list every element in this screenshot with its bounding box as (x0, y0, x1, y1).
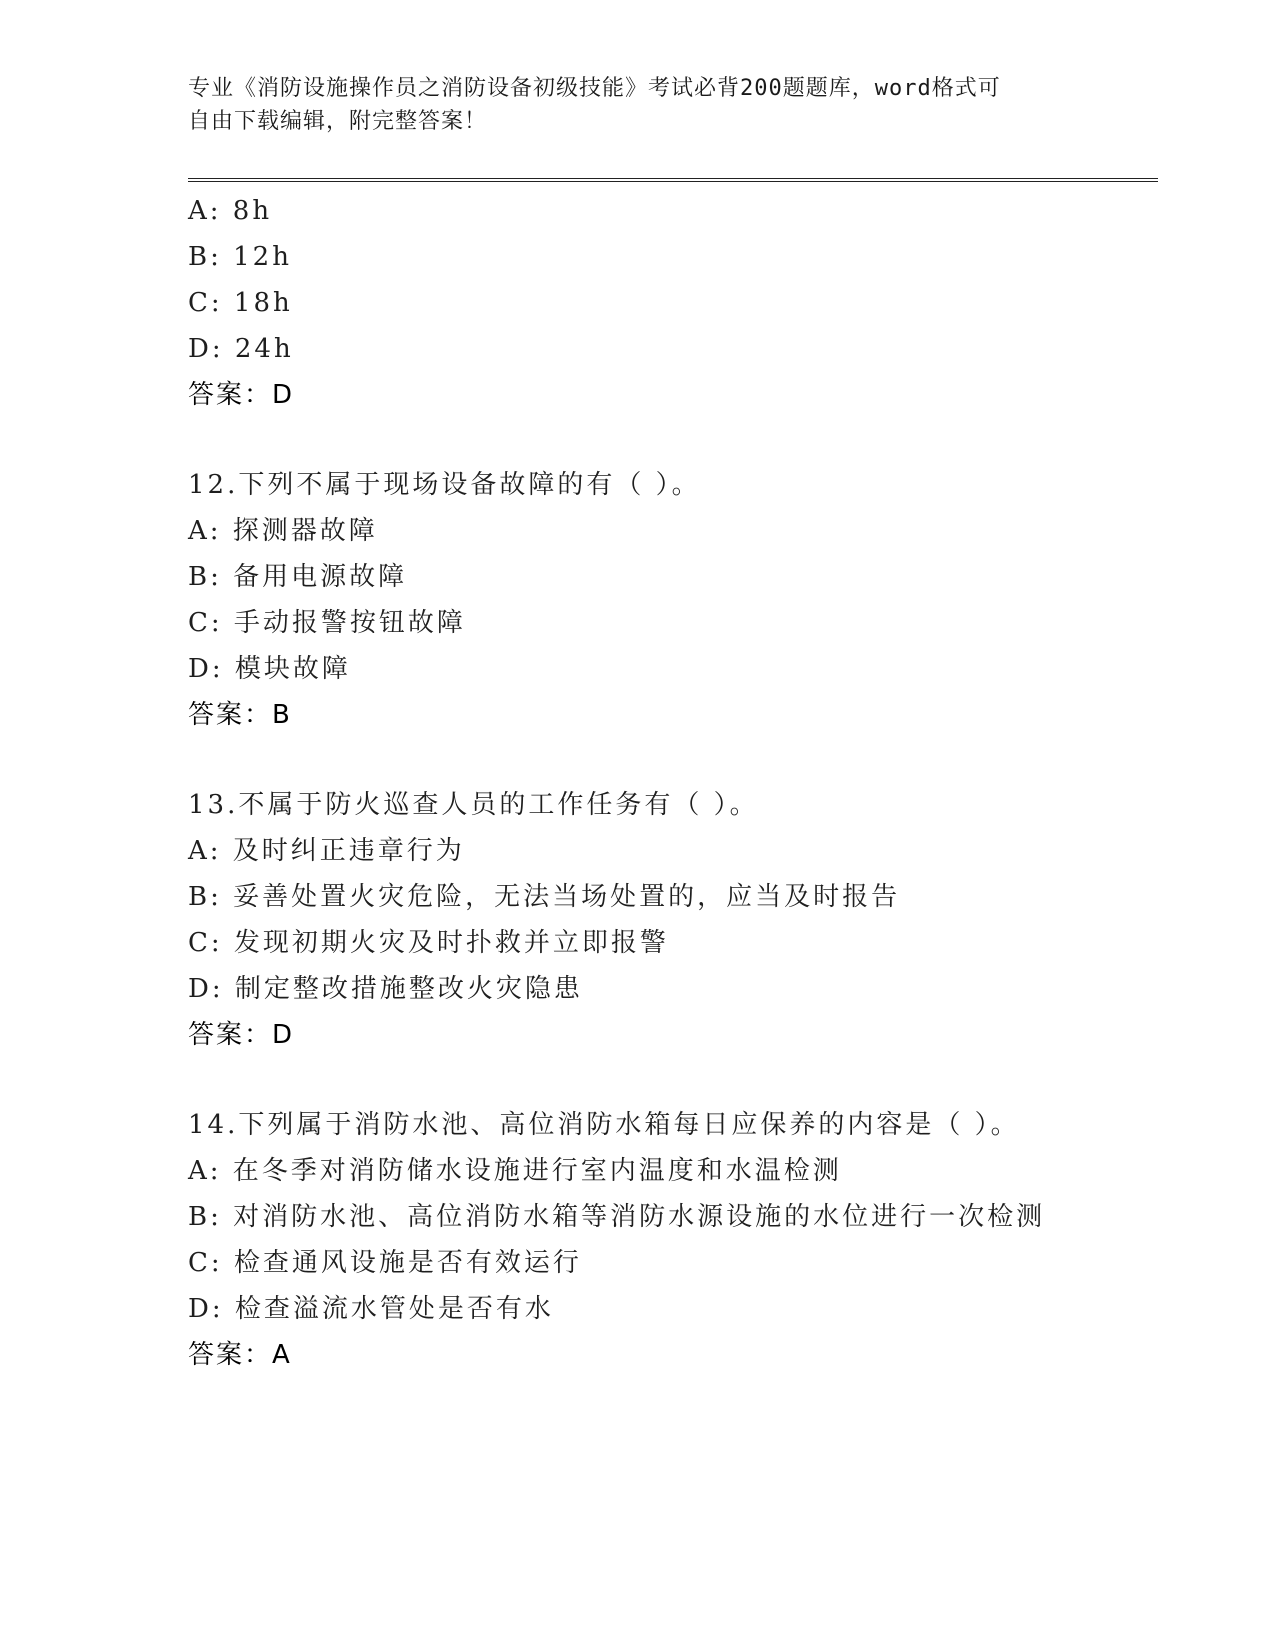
question-text: 14.下列属于消防水池、高位消防水箱每日应保养的内容是（ ）。 (188, 1110, 1020, 1140)
option-a: A: 8h (188, 196, 273, 226)
option-a: A: 探测器故障 (188, 516, 378, 546)
question-11 (188, 188, 1148, 418)
option-d: D: 制定整改措施整改火灾隐患 (188, 974, 583, 1004)
spacer (188, 738, 1148, 782)
question-list (188, 188, 1148, 1378)
spacer (188, 1058, 1148, 1102)
option-c: C: 手动报警按钮故障 (188, 608, 466, 638)
option-d: D: 24h (188, 334, 294, 364)
question-13 (188, 782, 1148, 1058)
option-d: D: 模块故障 (188, 654, 351, 684)
document-header (188, 72, 1068, 138)
option-c: C: 发现初期火灾及时扑救并立即报警 (188, 928, 669, 958)
option-b: B: 对消防水池、高位消防水箱等消防水源设施的水位进行一次检测 (188, 1202, 1046, 1232)
option-a: A: 及时纠正违章行为 (188, 836, 465, 866)
header-divider (188, 178, 1158, 182)
option-c: C: 18h (188, 288, 293, 318)
answer-line: 答案：D (188, 380, 295, 410)
option-a: A: 在冬季对消防储水设施进行室内温度和水温检测 (188, 1156, 842, 1186)
question-12 (188, 462, 1148, 738)
option-b: B: 妥善处置火灾危险，无法当场处置的，应当及时报告 (188, 882, 901, 912)
question-text: 13.不属于防火巡查人员的工作任务有（ ）。 (188, 790, 759, 820)
question-14 (188, 1102, 1148, 1378)
header-line-2: 自由下载编辑，附完整答案！ (188, 109, 488, 134)
answer-line: 答案：B (188, 700, 292, 730)
option-c: C: 检查通风设施是否有效运行 (188, 1248, 582, 1278)
spacer (188, 418, 1148, 462)
option-b: B: 备用电源故障 (188, 562, 408, 592)
question-text: 12.下列不属于现场设备故障的有（ ）。 (188, 470, 701, 500)
option-d: D: 检查溢流水管处是否有水 (188, 1294, 554, 1324)
option-b: B: 12h (188, 242, 292, 272)
answer-line: 答案：D (188, 1020, 295, 1050)
answer-line: 答案：A (188, 1340, 292, 1370)
header-line-1: 专业《消防设施操作员之消防设备初级技能》考试必背200题题库，word格式可 (188, 76, 1001, 101)
